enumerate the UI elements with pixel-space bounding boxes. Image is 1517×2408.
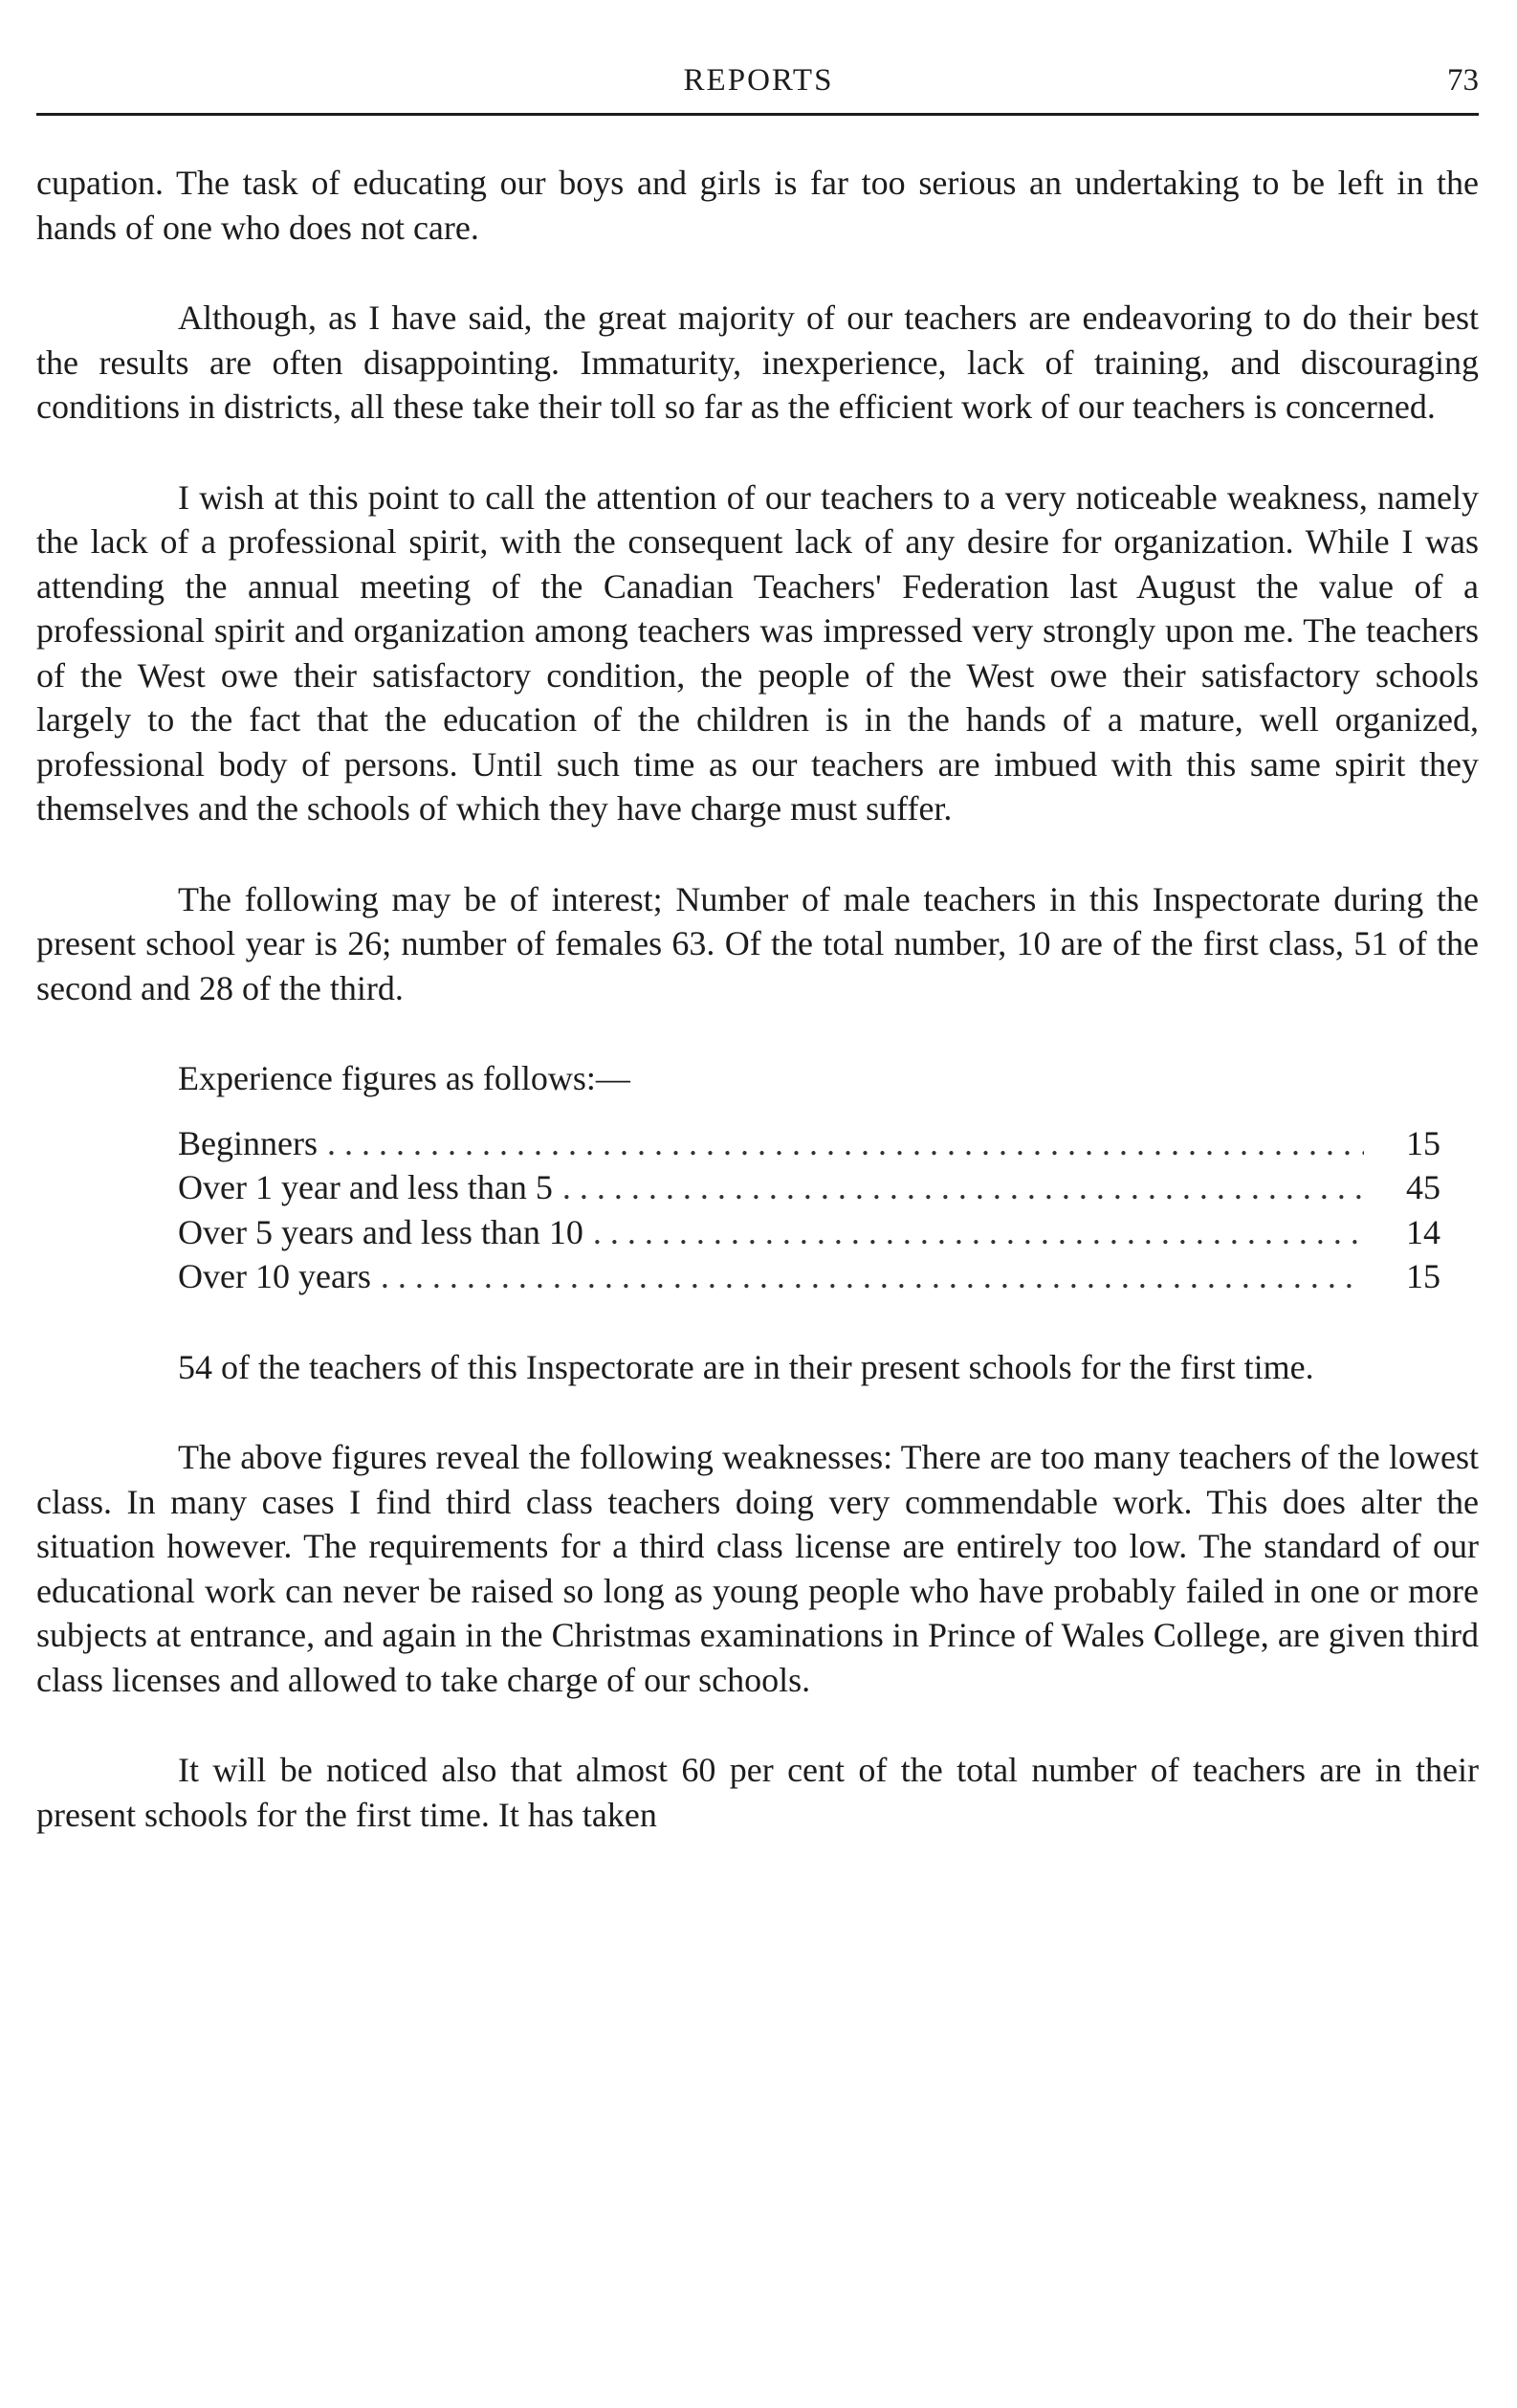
experience-value: 15 [1406, 1257, 1440, 1295]
paragraph-continuation: cupation. The task of educating our boys and girls is far too serious an undertaking to be left in the hands of one who does not care. [36, 164, 1479, 247]
paragraph-professional-spirit: I wish at this point to call the attention of our teachers to a very noticeable weakness, namely the lack of a professional spirit, with the consequent lack of any desire for organization. While I was attending the annual meeting of the Canadian Teachers' Federation last August the value of a professional spirit and organization among teachers was impressed very strongly upon me. The teachers of the West owe their satisfactory condition, the people of the West owe their satisfactory schools largely to the fact that the education of the children is in the hands of a mature, well organized, professional body of persons. Until such time as our teachers are imbued with this same spirit they themselves and the schools of which they have charge must suffer. [36, 477, 1479, 828]
body-text [36, 161, 1479, 1837]
experience-label: Over 1 year and less than 5 [178, 1168, 553, 1206]
page-number: 73 [1447, 63, 1479, 98]
experience-row [178, 1165, 1440, 1210]
dot-leader [593, 1210, 1364, 1255]
paragraph-teacher-numbers: The following may be of interest; Number of male teachers in this Inspectorate during the present school year is 26; number of females 63. Of the total number, 10 are of the first class, 51 of the second and 28 of the third. [36, 879, 1479, 1007]
experience-label: Beginners [178, 1123, 318, 1162]
running-header: REPORTS [683, 63, 834, 98]
experience-intro: Experience figures as follows:— [178, 1059, 630, 1097]
dot-leader [327, 1121, 1364, 1166]
experience-row [178, 1254, 1440, 1299]
experience-row [178, 1210, 1440, 1255]
experience-figures [36, 1056, 1479, 1299]
header-rule [36, 113, 1479, 116]
experience-value: 14 [1406, 1212, 1440, 1251]
paragraph-sixty-percent: It will be noticed also that almost 60 per cent of the total number of teachers are in their present schools for the first time. It has taken [36, 1751, 1479, 1834]
experience-label: Over 10 years [178, 1257, 371, 1295]
paragraph-weaknesses: The above figures reveal the following weaknesses: There are too many teachers of the lowest class. In many cases I find third class teachers doing very commendable work. This does alter the situation however. The requirements for a third class license are entirely too low. The standard of our educational work can never be raised so long as young people who have probably failed in one or more subjects at entrance, and again in the Christmas examinations in Prince of Wales College, are given third class licenses and allowed to take charge of our schools. [36, 1438, 1479, 1699]
paragraph-disappointing-results: Although, as I have said, the great majority of our teachers are endeavoring to do their best the results are often disappointing. Immaturity, inexperience, lack of training, and discouraging conditions in districts, all these take their toll so far as the efficient work of our teachers is concerned. [36, 298, 1479, 426]
experience-value: 15 [1406, 1123, 1440, 1162]
experience-label: Over 5 years and less than 10 [178, 1212, 583, 1251]
dot-leader [381, 1254, 1364, 1299]
experience-value: 45 [1406, 1168, 1440, 1206]
paragraph-first-time: 54 of the teachers of this Inspectorate are in their present schools for the first time. [178, 1347, 1314, 1386]
dot-leader [562, 1165, 1364, 1210]
experience-row [178, 1121, 1440, 1166]
